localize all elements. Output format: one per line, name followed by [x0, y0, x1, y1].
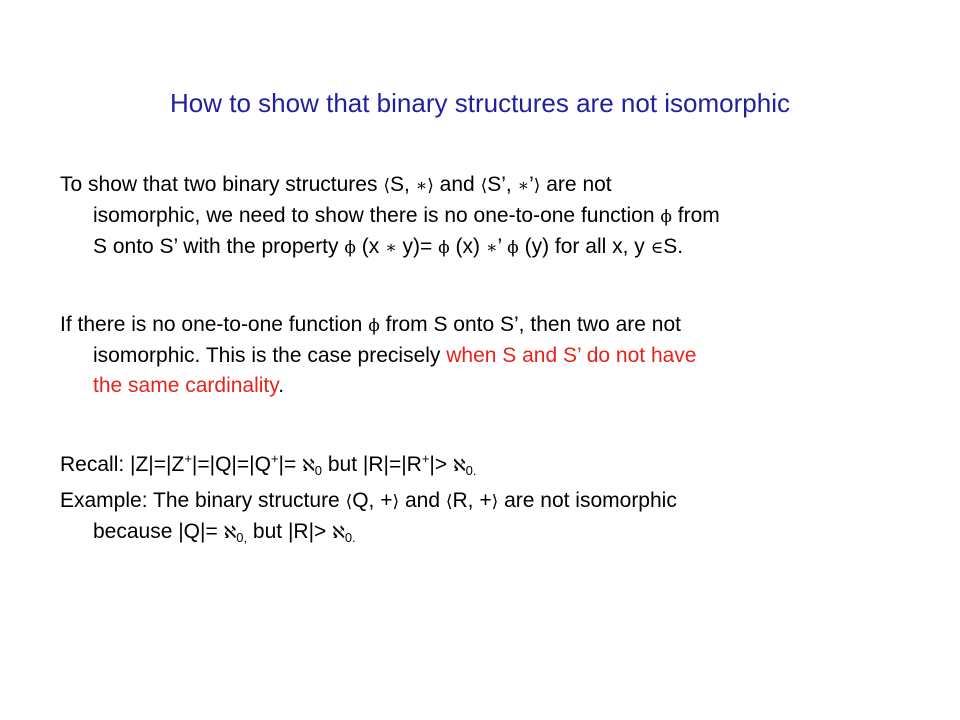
phi-symbol: ϕ	[660, 207, 672, 227]
ast-symbol: ∗	[485, 238, 498, 258]
plus-superscript: +	[421, 451, 430, 466]
paragraph-line: isomorphic. This is the case precisely when S and S’ do not have	[93, 344, 697, 367]
langle-symbol: ⟨	[445, 492, 453, 512]
element-of-symbol: ∈	[650, 238, 664, 258]
paragraph-line: the same cardinality.	[93, 374, 285, 397]
paragraph-line: To show that two binary structures ⟨S, ∗⟩ and ⟨S’, ∗’⟩ are not	[60, 173, 612, 196]
langle-symbol: ⟨	[345, 492, 353, 512]
langle-symbol: ⟨	[383, 176, 390, 196]
phi-symbol: ϕ	[438, 238, 450, 258]
plus-superscript: +	[184, 451, 192, 466]
slide-title: How to show that binary structures are not isomorphic	[170, 88, 790, 118]
paragraph-line: Example: The binary structure ⟨Q, +⟩ and ⟨R, +⟩ are not isomorphic	[60, 489, 677, 512]
paragraph-line: S onto S’ with the property ϕ (x ∗ y)= ϕ (x) ∗’ ϕ (y) for all x, y ∈S.	[93, 235, 684, 258]
paragraph-line: If there is no one-to-one function ϕ from S onto S’, then two are not	[60, 313, 681, 336]
highlight-text: the same cardinality	[93, 374, 279, 397]
phi-symbol: ϕ	[507, 238, 519, 258]
phi-symbol: ϕ	[344, 238, 356, 258]
rangle-symbol: ⟩	[392, 492, 400, 512]
rangle-symbol: ⟩	[427, 176, 434, 196]
aleph-symbol: ℵ	[452, 456, 466, 476]
ast-symbol: ∗	[415, 176, 428, 196]
aleph-subscript: 0.	[344, 530, 356, 545]
ast-symbol: ∗	[385, 238, 397, 258]
example-paragraph	[60, 486, 920, 548]
rangle-symbol: ⟩	[533, 176, 541, 196]
paragraph-line: isomorphic, we need to show there is no one-to-one function ϕ from	[93, 204, 720, 227]
aleph-subscript: 0.	[465, 463, 477, 478]
aleph-symbol: ℵ	[302, 456, 315, 476]
aleph-subscript: 0	[314, 463, 322, 478]
rangle-symbol: ⟩	[491, 492, 499, 512]
langle-symbol: ⟨	[480, 176, 488, 196]
paragraph-line: Recall: |Z|=|Z+|=|Q|=|Q+|= ℵ$_0$ but |R|=|R+|> ℵ$_{0.}$	[60, 451, 477, 478]
paragraph-line: because |Q|= ℵ$_{0,}$ but |R|> ℵ$_{0.}$	[93, 520, 356, 545]
phi-symbol: ϕ	[368, 316, 380, 336]
plus-superscript: +	[270, 451, 279, 466]
paragraph-definition	[60, 170, 920, 263]
ast-symbol: ∗	[517, 176, 530, 196]
highlight-text: when S and S’ do not have	[446, 344, 697, 367]
aleph-symbol: ℵ	[332, 523, 345, 543]
recall-line	[60, 450, 920, 481]
aleph-symbol: ℵ	[223, 523, 237, 543]
aleph-subscript: 0,	[236, 530, 248, 545]
paragraph-cardinality	[60, 310, 920, 401]
